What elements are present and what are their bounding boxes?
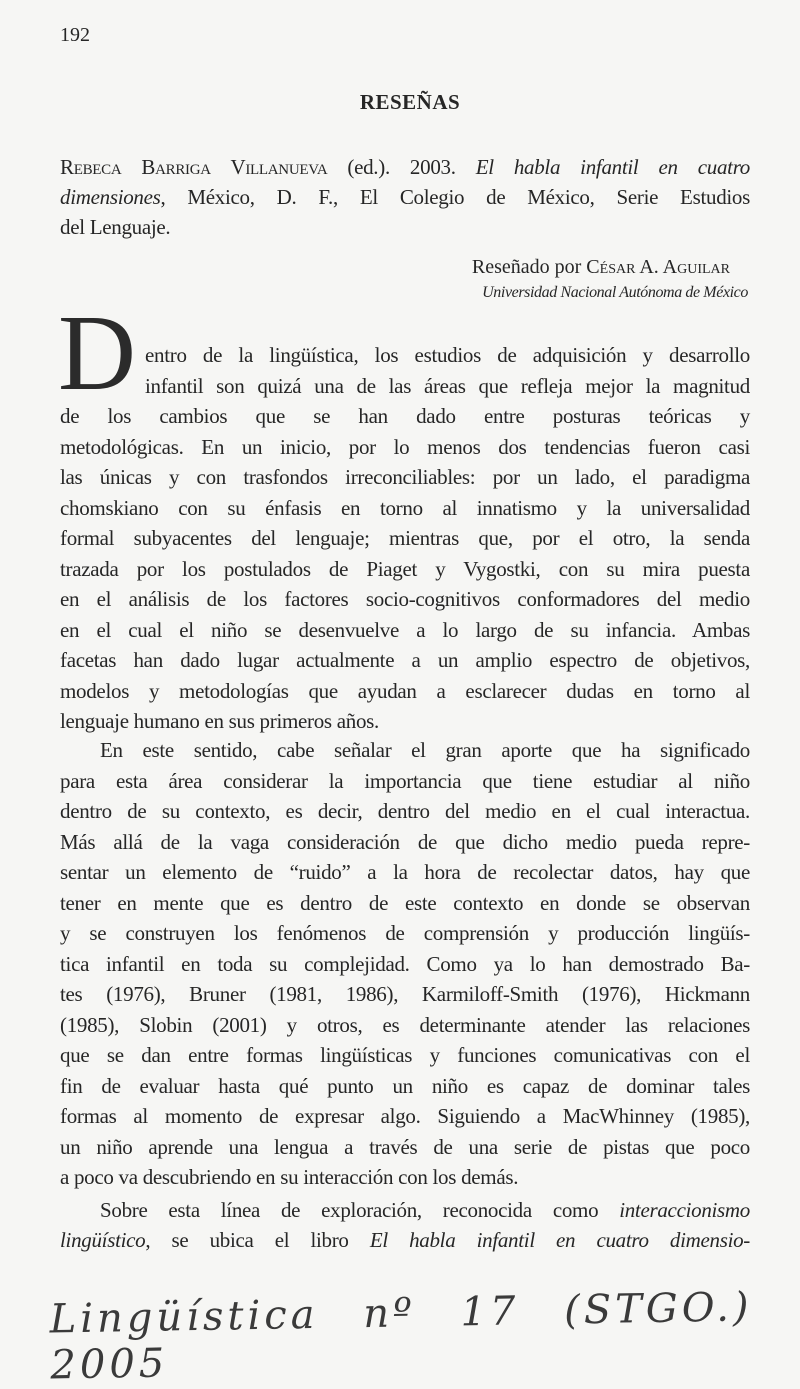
text-line: fin de evaluar hasta qué punto un niño es capaz de dominar tales bbox=[60, 1073, 750, 1098]
book-title: El habla infantil en cuatro bbox=[475, 155, 750, 179]
reference-publisher: , México, D. F., El Colegio de México, Serie Estudios bbox=[160, 185, 750, 209]
text-line: y se construyen los fenómenos de comprensión y producción lingüís- bbox=[60, 921, 750, 945]
reviewer-line bbox=[472, 256, 730, 279]
reviewer-affiliation: Universidad Nacional Autónoma de México bbox=[482, 284, 748, 301]
text-line: (1985), Slobin (2001) y otros, es determinante atender las relaciones bbox=[60, 1012, 750, 1037]
reference-year: (ed.). 2003. bbox=[327, 155, 476, 179]
text-line: las únicas y con trasfondos irreconciliables: por un lado, el paradigma bbox=[60, 465, 750, 489]
section-title: RESEÑAS bbox=[359, 90, 461, 114]
text-line: que se dan entre formas lingüísticas y funciones comunicativas con el bbox=[60, 1043, 750, 1067]
text-line: para esta área considerar la importancia que tiene estudiar al niño bbox=[60, 768, 750, 793]
text-line: facetas han dado lugar actualmente a un amplio espectro de objetivos, bbox=[60, 648, 750, 672]
text-run: Sobre esta línea de exploración, reconocida como bbox=[100, 1198, 620, 1222]
text-line: en el cual el niño se desenvuelve a lo largo de su infancia. Ambas bbox=[60, 617, 750, 642]
text-line: en el análisis de los factores socio-cognitivos conformadores del medio bbox=[60, 587, 750, 611]
reviewer-prefix: Reseñado por bbox=[471, 256, 587, 278]
text-line: un niño aprende una lengua a través de una serie de pistas que poco bbox=[60, 1134, 750, 1159]
text-line: trazada por los postulados de Piaget y Vygostki, con su mira puesta bbox=[60, 556, 750, 581]
text-line: formal subyacentes del lenguaje; mientras que, por el otro, la senda bbox=[60, 526, 750, 550]
text-run: , se ubica el libro bbox=[145, 1228, 370, 1252]
text-line: sentar un elemento de “ruido” a la hora de recolectar datos, hay que bbox=[60, 860, 750, 884]
text-line: dentro de su contexto, es decir, dentro del medio en el cual interactua. bbox=[60, 799, 750, 823]
italic-term: interaccionismo bbox=[619, 1198, 750, 1222]
page-number: 192 bbox=[60, 24, 90, 46]
reviewer-name: César A. Aguilar bbox=[586, 256, 730, 278]
text-line: tener en mente que es dentro de este contexto en donde se observan bbox=[60, 890, 750, 915]
text-line: lenguaje humano en sus primeros años. bbox=[60, 709, 379, 733]
text-line: a poco va descubriendo en su interacción con los demás. bbox=[60, 1165, 519, 1189]
reference-author: Rebeca Barriga Villanueva bbox=[60, 155, 328, 179]
text-line: infantil son quizá una de las áreas que refleja mejor la magnitud bbox=[145, 373, 750, 398]
text-line: Más allá de la vaga consideración de que dicho medio pueda repre- bbox=[60, 829, 750, 854]
drop-cap: D bbox=[58, 294, 136, 413]
reference-series: del Lenguaje. bbox=[60, 215, 171, 239]
text-line: tica infantil en toda su complejidad. Como ya lo han demostrado Ba- bbox=[60, 951, 750, 976]
book-title-ref: El habla infantil en cuatro dimensio- bbox=[369, 1228, 750, 1252]
text-line: entro de la lingüística, los estudios de adquisición y desarrollo bbox=[145, 343, 750, 367]
text-line: En este sentido, cabe señalar el gran aporte que ha significado bbox=[100, 738, 750, 762]
handwritten-annotation: Lingüística nº 17 (STGO.) 2005 bbox=[49, 1284, 753, 1389]
italic-term: lingüístico bbox=[60, 1228, 146, 1252]
text-line: formas al momento de expresar algo. Siguiendo a MacWhinney (1985), bbox=[60, 1104, 750, 1128]
text-line: de los cambios que se han dado entre posturas teóricas y bbox=[60, 404, 750, 428]
text-line: tes (1976), Bruner (1981, 1986), Karmiloff-Smith (1976), Hickmann bbox=[60, 982, 750, 1006]
text-line: metodológicas. En un inicio, por lo menos dos tendencias fueron casi bbox=[60, 434, 750, 459]
text-line: modelos y metodologías que ayudan a esclarecer dudas en torno al bbox=[60, 678, 750, 703]
book-title-cont: dimensiones bbox=[60, 185, 161, 209]
text-line: chomskiano con su énfasis en torno al innatismo y la universalidad bbox=[60, 495, 750, 520]
